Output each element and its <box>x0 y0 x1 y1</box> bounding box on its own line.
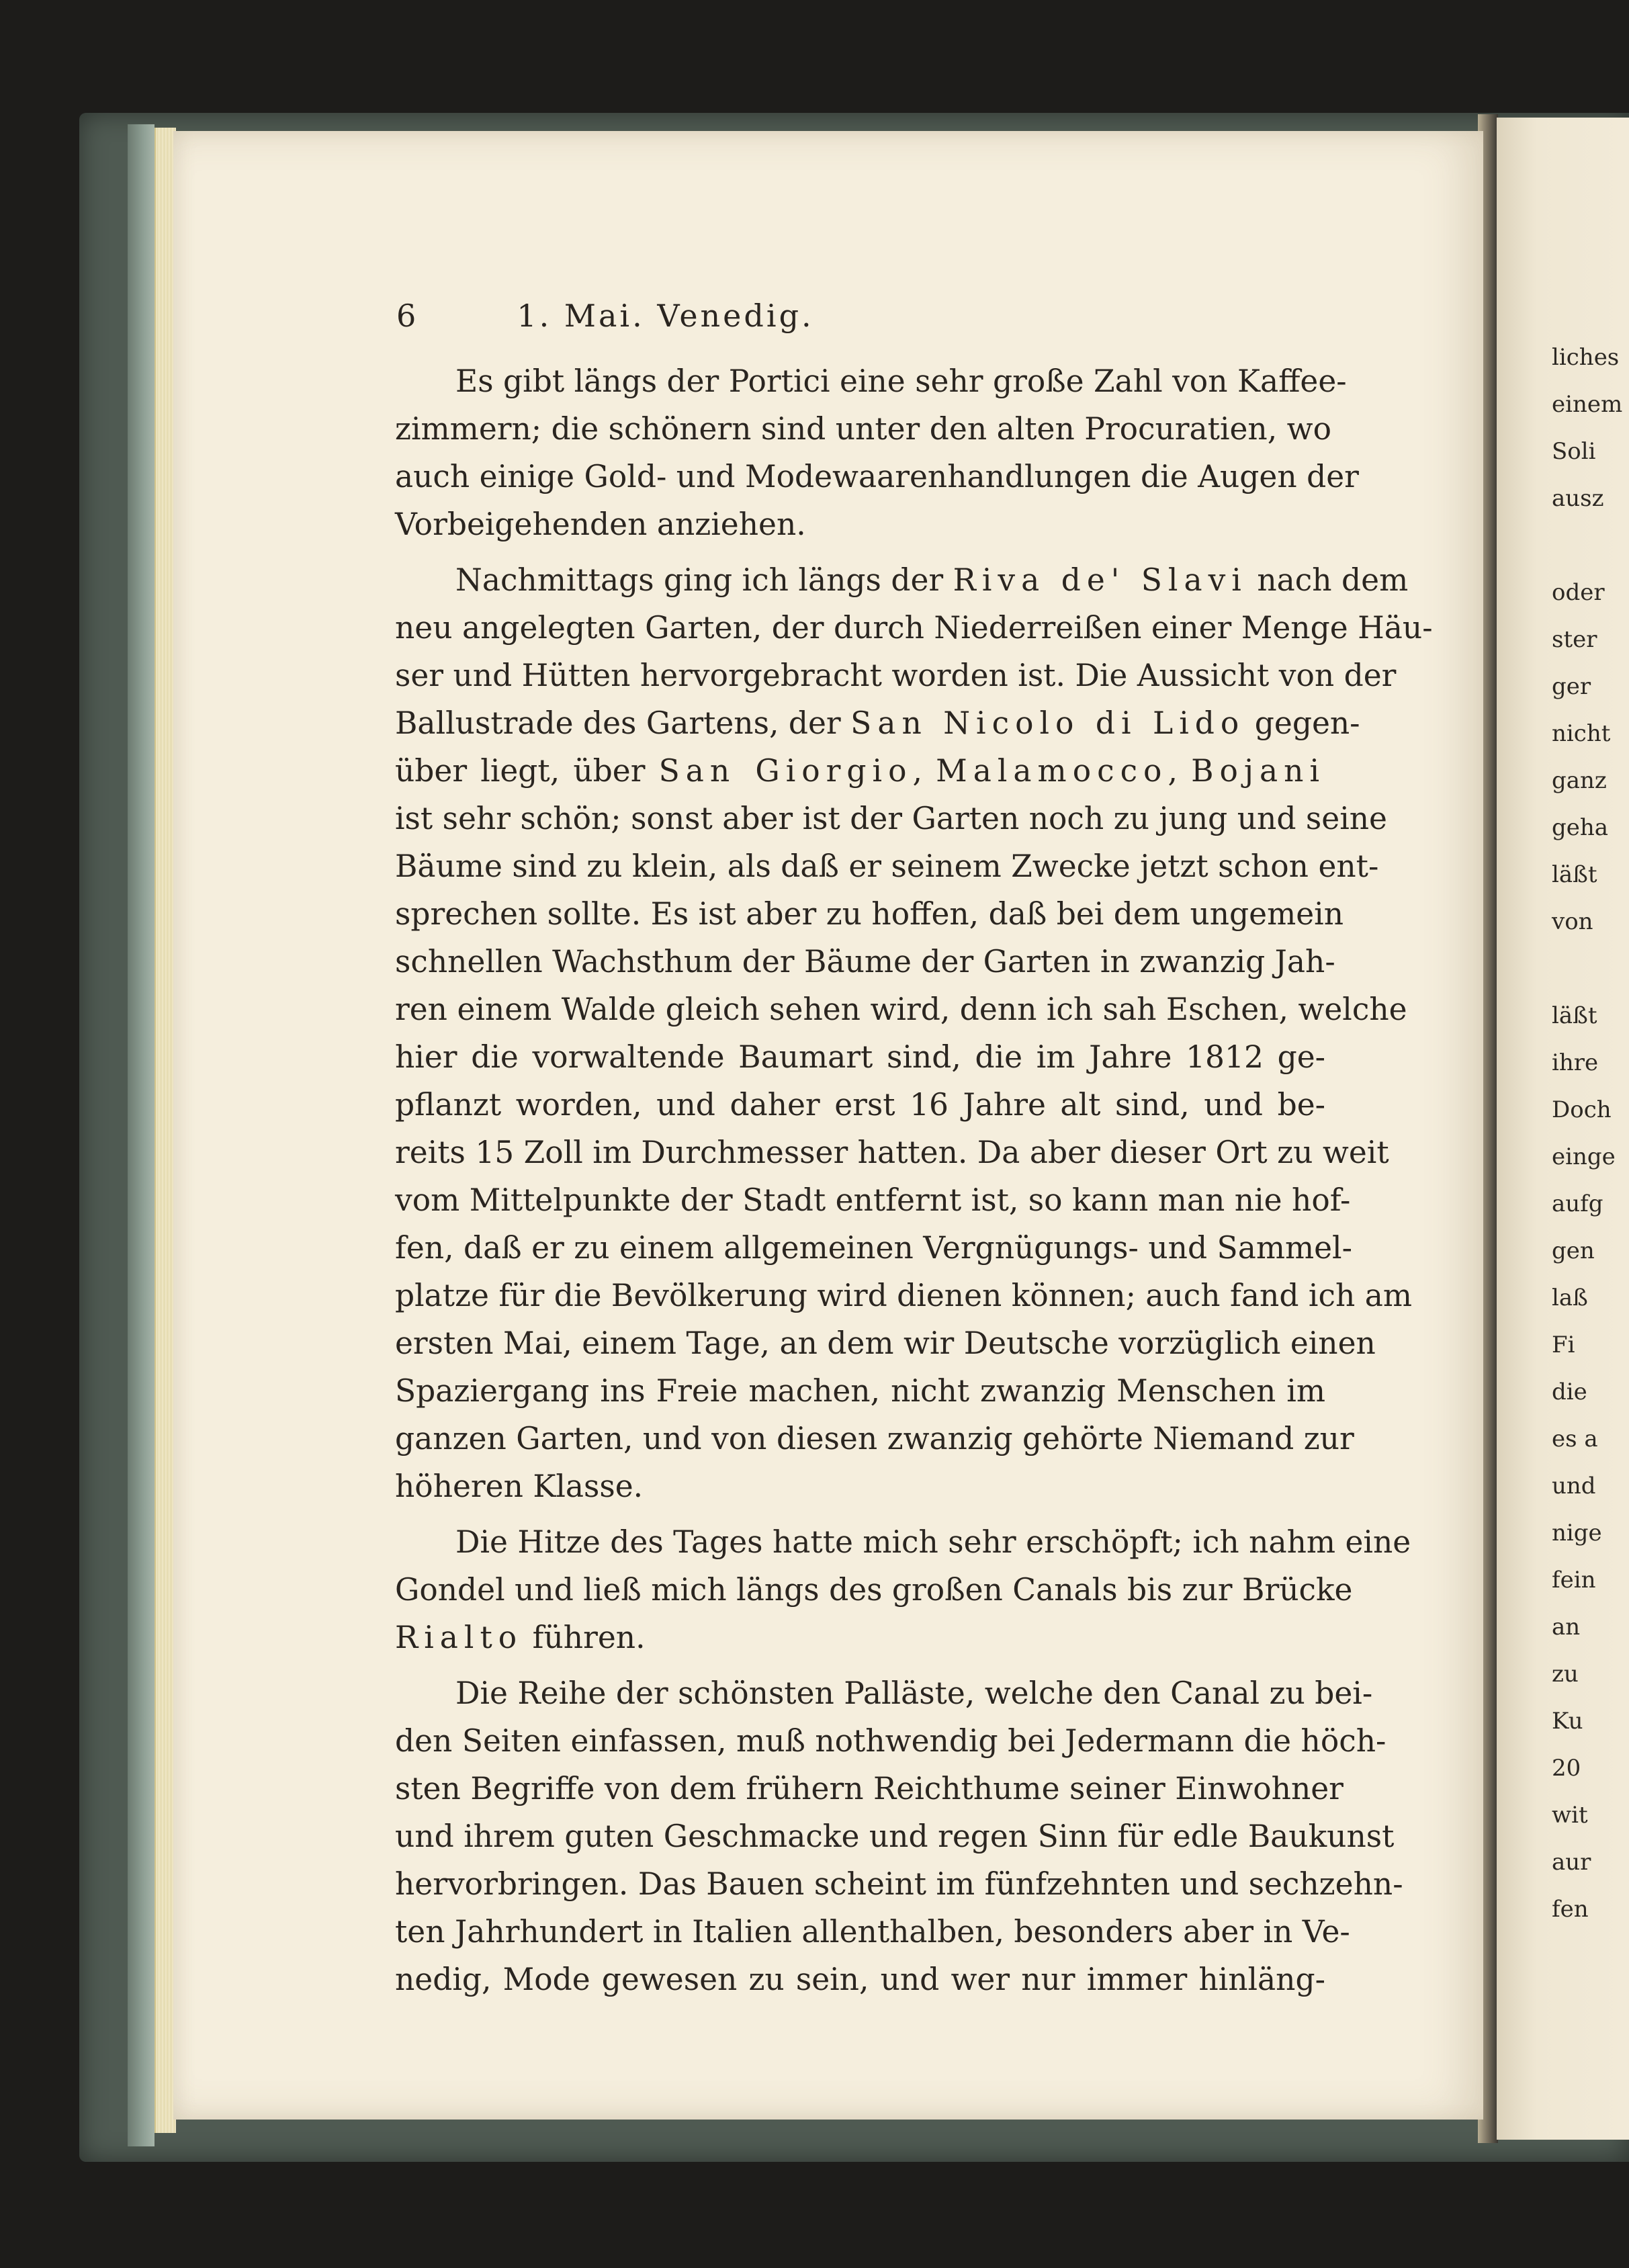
text-line: ten Jahrhundert in Italien allenthalben, besonders aber in Ve- <box>395 1914 1350 1950</box>
facing-page-fragment: Doch <box>1552 1096 1612 1123</box>
facing-page-fragment: oder <box>1552 579 1605 606</box>
text-line: und ihrem guten Geschmacke und regen Sinn für edle Baukunst <box>395 1819 1395 1854</box>
facing-page-fragment: ausz <box>1552 485 1604 512</box>
text-line: Gondel und ließ mich längs des großen Canals bis zur Brücke <box>395 1572 1353 1608</box>
facing-page-fragment: Soli <box>1552 438 1596 465</box>
cover-edge <box>128 124 155 2146</box>
text-line: sten Begriffe von dem frühern Reichthume seiner Einwohner <box>395 1771 1344 1806</box>
facing-page-fragment: fein <box>1552 1567 1596 1594</box>
text-line: Die Hitze des Tages hatte mich sehr erschöpft; ich nahm eine <box>455 1524 1411 1560</box>
facing-page-fragment: nicht <box>1552 720 1611 747</box>
text-line: Rialto führen. <box>395 1620 646 1655</box>
text-line: neu angelegten Garten, der durch Niederreißen einer Menge Häu- <box>395 610 1433 646</box>
text-line: Spaziergang ins Freie machen, nicht zwanzig Menschen im <box>395 1373 1325 1409</box>
page-number: 6 <box>396 298 416 334</box>
text-line: den Seiten einfassen, muß nothwendig bei Jedermann die höch- <box>395 1723 1386 1759</box>
facing-page <box>1497 118 1629 2140</box>
facing-page-fragment: einge <box>1552 1143 1616 1170</box>
place-name: Bojani <box>1191 753 1326 789</box>
facing-page-fragment: läßt <box>1552 861 1597 888</box>
place-name: Riva de' Slavi <box>953 562 1247 598</box>
facing-page-fragment: 20 <box>1552 1755 1581 1782</box>
facing-page-fragment: wit <box>1552 1802 1588 1829</box>
place-name: Malamocco <box>936 753 1168 789</box>
text-line: platze für die Bevölkerung wird dienen können; auch fand ich am <box>395 1278 1412 1313</box>
text-line: pflanzt worden, und daher erst 16 Jahre alt sind, und be- <box>395 1087 1325 1123</box>
text-line: ersten Mai, einem Tage, an dem wir Deutsche vorzüglich einen <box>395 1325 1376 1361</box>
facing-page-fragment: zu <box>1552 1661 1579 1688</box>
text-line: Ballustrade des Gartens, der San Nicolo di Lido gegen- <box>395 705 1360 741</box>
place-name: Rialto <box>395 1620 523 1655</box>
text-line: fen, daß er zu einem allgemeinen Vergnügungs- und Sammel- <box>395 1230 1352 1266</box>
facing-page-fragment: fen <box>1552 1896 1589 1923</box>
text-line: ganzen Garten, und von diesen zwanzig gehörte Niemand zur <box>395 1421 1354 1456</box>
text-line: Die Reihe der schönsten Palläste, welche den Canal zu bei- <box>455 1675 1373 1711</box>
text-line: Nachmittags ging ich längs der Riva de' Slavi nach dem <box>455 562 1409 598</box>
paragraph-gap <box>395 1510 1325 1518</box>
text-line: hier die vorwaltende Baumart sind, die im Jahre 1812 ge- <box>395 1039 1325 1075</box>
text-line: reits 15 Zoll im Durchmesser hatten. Da aber dieser Ort zu weit <box>395 1135 1389 1170</box>
page-body <box>395 357 1433 2003</box>
facing-page-fragment: einem <box>1552 391 1623 418</box>
text-line: nedig, Mode gewesen zu sein, und wer nur immer hinläng- <box>395 1962 1325 1997</box>
text-line: höheren Klasse. <box>395 1469 644 1504</box>
text-line: über liegt, über San Giorgio, Malamocco, Bojani <box>395 753 1326 789</box>
facing-page-fragment: aufg <box>1552 1190 1603 1217</box>
facing-page-fragment: Fi <box>1552 1332 1575 1358</box>
facing-page-fragment: an <box>1552 1614 1581 1641</box>
facing-page-fragment: laß <box>1552 1284 1588 1311</box>
facing-page-fragment: nige <box>1552 1520 1602 1546</box>
text-line: ist sehr schön; sonst aber ist der Garten noch zu jung und seine <box>395 801 1387 836</box>
text-line: ren einem Walde gleich sehen wird, denn ich sah Eschen, welche <box>395 992 1407 1027</box>
facing-page-fragment: liches <box>1552 344 1620 371</box>
text-line: schnellen Wachsthum der Bäume der Garten in zwanzig Jah- <box>395 944 1335 979</box>
text-line: zimmern; die schönern sind unter den alten Procuratien, wo <box>395 411 1331 447</box>
paragraph-gap <box>395 1661 1325 1669</box>
facing-page-fragment: ger <box>1552 673 1591 700</box>
facing-page-fragment: Ku <box>1552 1708 1583 1735</box>
place-name: San Giorgio <box>658 753 913 789</box>
facing-page-fragment: ster <box>1552 626 1597 653</box>
page-header <box>220 292 1030 339</box>
paragraph-gap <box>395 548 1325 556</box>
text-line: Es gibt längs der Portici eine sehr große Zahl von Kaffee- <box>455 363 1347 399</box>
facing-page-fragment: von <box>1552 908 1593 935</box>
place-name: San Nicolo di Lido <box>850 705 1245 741</box>
facing-page-fragment: die <box>1552 1379 1587 1405</box>
text-line: hervorbringen. Das Bauen scheint im fünfzehnten und sechzehn- <box>395 1866 1403 1902</box>
text-line: Bäume sind zu klein, als daß er seinem Zwecke jetzt schon ent- <box>395 848 1379 884</box>
facing-page-fragment: geha <box>1552 814 1609 841</box>
text-line: auch einige Gold- und Modewaarenhandlungen die Augen der <box>395 459 1359 494</box>
facing-page-fragment: gen <box>1552 1237 1595 1264</box>
facing-page-fragment: und <box>1552 1473 1596 1499</box>
text-line: sprechen sollte. Es ist aber zu hoffen, daß bei dem ungemein <box>395 896 1344 932</box>
text-line: vom Mittelpunkte der Stadt entfernt ist, so kann man nie hof- <box>395 1182 1351 1218</box>
running-head: 1. Mai. Venedig. <box>517 298 814 334</box>
text-line: Vorbeigehenden anziehen. <box>395 507 806 542</box>
facing-page-fragment: läßt <box>1552 1002 1597 1029</box>
text-line: ser und Hütten hervorgebracht worden ist. Die Aussicht von der <box>395 658 1397 693</box>
facing-page-fragment: ihre <box>1552 1049 1599 1076</box>
facing-page-fragment: aur <box>1552 1849 1591 1876</box>
facing-page-fragment: es a <box>1552 1426 1598 1452</box>
facing-page-fragment: ganz <box>1552 767 1607 794</box>
